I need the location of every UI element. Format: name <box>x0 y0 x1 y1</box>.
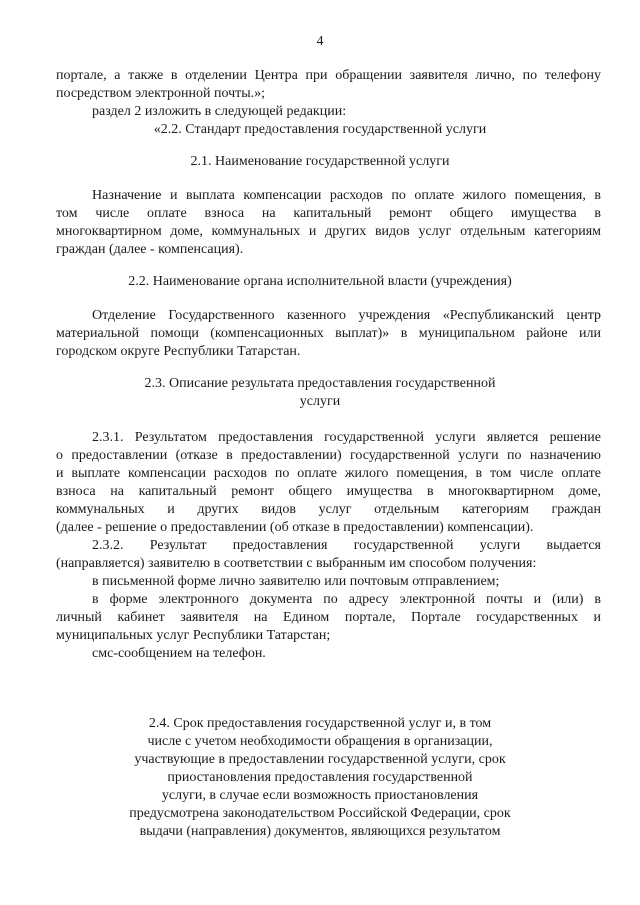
text-line: муниципальных услуг Республики Татарстан; <box>56 628 331 643</box>
section-heading: «2.2. Стандарт предоставления государственной услуги <box>153 122 487 137</box>
text-line: 2.3.1. Результатом предоставления государственной услуги является решение <box>92 430 601 445</box>
section-heading: участвующие в предоставлении государственной услуги, срок <box>134 752 506 767</box>
section-heading: 2.2. Наименование органа исполнительной власти (учреждения) <box>128 274 512 289</box>
text-line: Назначение и выплата компенсации расходов по оплате жилого помещения, в <box>92 188 601 203</box>
section-heading: приостановления предоставления государственной <box>167 770 473 785</box>
text-line: материальной помощи (компенсационных выплат)» в муниципальном районе или <box>56 326 601 341</box>
text-line: коммунальных и других видов услуг отдельным категориям граждан <box>56 502 601 517</box>
text-line: в форме электронного документа по адресу электронной почты и (или) в <box>92 592 601 607</box>
text-line: многоквартирном доме, коммунальных и других видов услуг отдельным категориям <box>56 224 601 239</box>
text-line: (далее - решение о предоставлении (об отказе в предоставлении) компенсации). <box>56 520 534 535</box>
text-line: граждан (далее - компенсация). <box>56 242 244 257</box>
text-line: порталe, а также в отделении Центра при обращении заявителя лично, по телефону <box>56 68 601 83</box>
text-line: раздел 2 изложить в следующей редакции: <box>92 104 347 119</box>
section-heading: 2.4. Срок предоставления государственной услуг и, в том <box>148 716 492 731</box>
section-heading: 2.1. Наименование государственной услуги <box>190 154 450 169</box>
section-heading: услуги <box>299 394 341 409</box>
section-heading: выдачи (направления) документов, являющихся результатом <box>139 824 501 839</box>
text-line: посредством электронной почты.»; <box>56 86 266 101</box>
text-line: городском округе Республики Татарстан. <box>56 344 301 359</box>
text-line: о предоставлении (отказе в предоставлении) государственной услуги по назначению <box>56 448 601 463</box>
text-line: смс-сообщением на телефон. <box>92 646 266 661</box>
section-heading: услуги, в случае если возможность приостановления <box>161 788 479 803</box>
text-line: 2.3.2. Результат предоставления государственной услуги выдается <box>92 538 601 553</box>
section-heading: числе с учетом необходимости обращения в организации, <box>147 734 493 749</box>
text-line: Отделение Государственного казенного учреждения «Республиканский центр <box>92 308 601 323</box>
text-line: взноса на капитальный ремонт общего имущества в многоквартирном доме, <box>56 484 601 499</box>
text-line: и выплате компенсации расходов по оплате жилого помещения, в том числе оплате <box>56 466 601 481</box>
text-line: том числе оплате взноса на капитальный ремонт общего имущества в <box>56 206 601 221</box>
page-number: 4 <box>316 34 324 49</box>
text-line: личный кабинет заявителя на Едином портале, Портале государственных и <box>56 610 601 625</box>
section-heading: 2.3. Описание результата предоставления государственной <box>144 376 496 391</box>
text-line: (направляется) заявителю в соответствии с выбранным им способом получения: <box>56 556 537 571</box>
text-line: в письменной форме лично заявителю или почтовым отправлением; <box>92 574 500 589</box>
section-heading: предусмотрена законодательством Российской Федерации, срок <box>129 806 511 821</box>
